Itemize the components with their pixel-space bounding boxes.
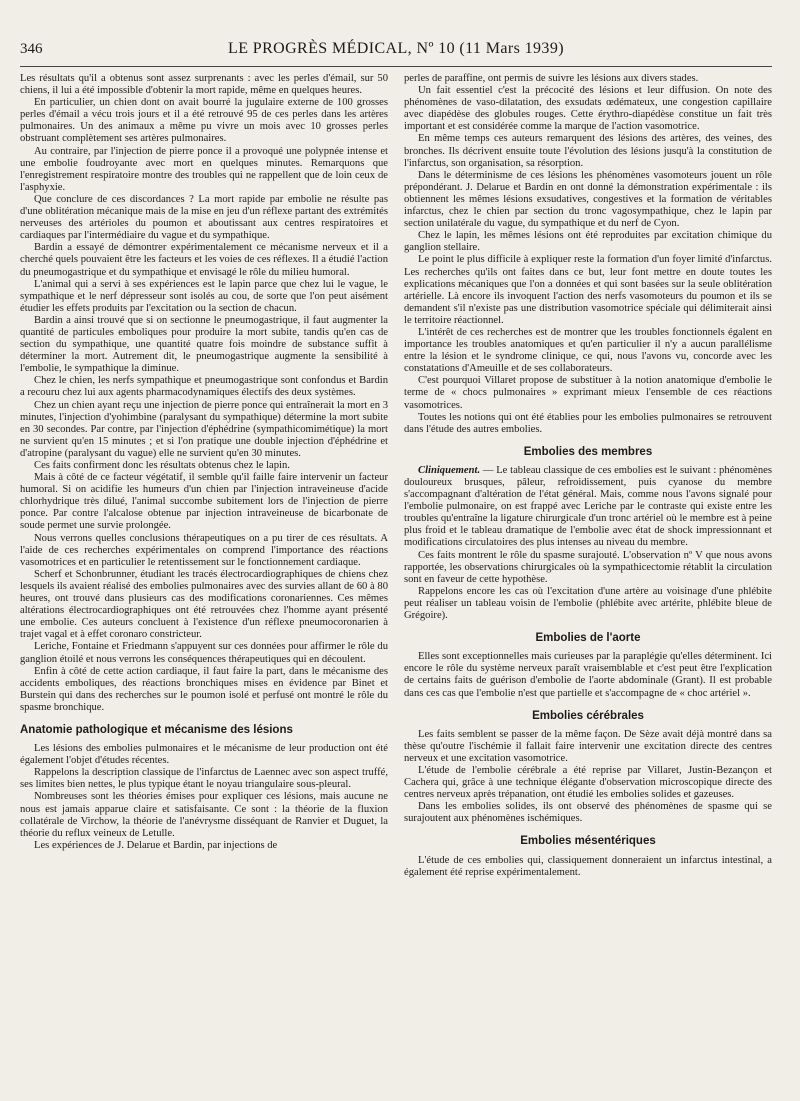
paragraph: Les expériences de J. Delarue et Bardin, par injections de bbox=[34, 839, 278, 851]
paragraph-text: — Le tableau classique de ces embolies est le suivant : phénomènes douloureux brusques, pâleur, refroidissement, puis cyanose du membre s'accompagnant d'altération de l'état général. Mais, comme nous l'avons signalé pour l'embolie pulmonaire, on est frappé avec Leriche par le contraste qui existe entre les troubles qu'entraîne la ligature chirurgicale d'un tronc artériel où le membre est à peine plus froid et le tableau dramatique de l'embolie avec état de shock impressionnant et modifications circulatoires des plus intenses au niveau du membre. bbox=[404, 464, 772, 549]
paragraph: Nous verrons quelles conclusions thérapeutiques on a pu tirer de ces résultats. A l'aide de ces recherches expérimentales on comprend l'importance des réactions vasomotrices et en particulier le retentissement sur le fonctionnement cardiaque. bbox=[20, 532, 388, 568]
right-column bbox=[404, 73, 772, 1093]
page-header bbox=[20, 40, 772, 67]
paragraph: Scherf et Schonbrunner, étudiant les tracés électrocardiographiques de chiens chez lesquels ils avaient réalisé des embolies pulmonaires avec des survies allant de 60 à 80 heures, ont trouvé dans plusieurs cas des modifications coronariennes. Ces mêmes altérations électrocardiographiques ont été retrouvées chez l'homme ayant présenté une embolie. Ces auteurs concluent à l'existence d'un réflexe pneumocoronarien à trajet vagal et à effet coronaro constricteur. bbox=[20, 568, 388, 641]
paragraph: Que conclure de ces discordances ? La mort rapide par embolie ne résulte pas d'une oblitération mécanique mais de la mise en jeu d'un réflexe partant des extrémités nerveuses des artérioles du poumon et aboutissant aux centres respiratoires et cardiaques par l'intermédiaire du vague et du sympathique. bbox=[20, 193, 388, 242]
section-title: Embolies cérébrales bbox=[532, 709, 644, 722]
paragraph: Rappelons encore les cas où l'excitation d'une artère au voisinage d'une phlébite peut réaliser un tableau voisin de l'embolie (phlébite avec artérite, phlébite bleue de Grégoire). bbox=[404, 585, 772, 622]
page-number: 346 bbox=[20, 41, 43, 57]
text-columns bbox=[20, 73, 772, 1093]
lead-term: Cliniquement. bbox=[418, 464, 481, 476]
paragraph: Bardin a essayé de démontrer expérimentalement ce mécanisme nerveux et il a cherché quels pouvaient être les facteurs et les voies de ces réflexes. Il a étudié l'action du pneumogastrique et du sympathique et envisagé le rôle du milieu humoral. bbox=[20, 242, 388, 278]
section-title: Embolies de l'aorte bbox=[535, 632, 641, 645]
paragraph: L'animal qui a servi à ses expériences est le lapin parce que chez lui le vague, le sympathique et le nerf dépresseur sont isolés au cou, de sorte que l'on peut aisément étudier les effets produits par l'excitation ou la section de chacun. bbox=[20, 278, 388, 314]
paragraph: Les résultats qu'il a obtenus sont assez surprenants : avec les perles d'émail, sur 50 chiens, il lui a été impossible d'obtenir la mort rapide, même en quelques heures. bbox=[20, 73, 388, 97]
paragraph: Le point le plus difficile à expliquer reste la formation d'un foyer limité d'infarctus. Les recherches qu'ils ont faites dans ce but, leur font mettre en doute toutes les explications mécaniques que l'on a données et qui sont basées sur la seule oblitération artérielle. Là encore ils invoquent l'action des nerfs vasomoteurs du poumon et ils se demandent s'il n'existe pas une distribution vasomotrice spéciale qui délimiterait ainsi le territoire réactionnel. bbox=[404, 254, 772, 326]
paragraph: Dans les embolies solides, ils ont observé des phénomènes de spasme qui se surajoutent aux phénomènes ischémiques. bbox=[404, 801, 772, 825]
paragraph: L'intérêt de ces recherches est de montrer que les troubles fonctionnels égalent en importance les troubles anatomiques et qu'en particulier il n'y a aucun parallélisme entre la lésion et le syndrome clinique, ce qui, nous l'avons vu, concorde avec les constatations d'Ameuille et de ses collaborateurs. bbox=[404, 326, 772, 375]
paragraph: C'est pourquoi Villaret propose de substituer à la notion anatomique d'embolie le terme de « chocs pulmonaires » exprimant mieux l'ensemble de ces réactions vasomotrices. bbox=[404, 375, 772, 411]
section-title: Embolies des membres bbox=[523, 445, 653, 458]
paragraph: Nombreuses sont les théories émises pour expliquer ces lésions, mais aucune ne nous est jamais apparue claire et satisfaisante. Ce sont : la théorie de la fluxion collatérale de Virchow, la théorie de l'anévrysme disséquant de Ranvier et Duguet, la théorie du reflux veineux de Letulle. bbox=[20, 791, 388, 839]
paragraph: Les faits semblent se passer de la même façon. De Sèze avait déjà montré dans sa thèse qu'outre l'ischémie il fallait faire intervenir une excitation directe des centres nerveux et une excitation vasomotrice. bbox=[404, 728, 772, 764]
paragraph: Un fait essentiel c'est la précocité des lésions et leur diffusion. On note des phénomènes de vaso-dilatation, des exsudats œdémateux, une congestion capillaire avec diapédèse des globules rouges. Cette érythro-diapédèse constitue un fait très important et est considérée comme la marque de l'action vasomotrice. bbox=[404, 85, 772, 133]
paragraph: Rappelons la description classique de l'infarctus de Laennec avec son aspect truffé, ses limites bien nettes, le plus typique étant le noyau triangulaire sous-pleural. bbox=[20, 767, 388, 791]
paragraph: L'étude de l'embolie cérébrale a été reprise par Villaret, Justin-Bezançon et Cachera qui, grâce à une technique élégante d'observation microscopique directe des centres nerveux après trépanation, ont étudié les embolies solides et gazeuses. bbox=[404, 764, 772, 801]
paragraph: Au contraire, par l'injection de pierre ponce il a provoqué une polypnée intense et une embolie foudroyante avec mort en quelques minutes. Remarquons que l'enregistrement respiratoire montre des troubles qui ne rappellent que de loin ceux de l'asphyxie. bbox=[20, 145, 388, 193]
paragraph bbox=[404, 465, 772, 550]
paragraph: Chez un chien ayant reçu une injection de pierre ponce qui entraînerait la mort en 3 minutes, l'injection d'yohimbine (paralysant du sympathique) détermine la mort subite en 30 secondes. Par contre, par l'injection d'éphédrine (sympathicomimétique) la mort ne survient qu'en 15 minutes ; et si l'on pratique une double injection d'éphédrine et d'atropine (paralysant du vague) elle ne survient qu'en 30 minutes. bbox=[20, 399, 388, 459]
running-title: LE PROGRÈS MÉDICAL, Nº 10 (11 Mars 1939) bbox=[228, 40, 564, 57]
paragraph: perles de paraffine, ont permis de suivre les lésions aux divers stades. bbox=[404, 73, 699, 84]
paragraph: Chez le lapin, les mêmes lésions ont été reproduites par excitation chimique du ganglion stellaire. bbox=[404, 230, 772, 254]
paragraph: Bardin a ainsi trouvé que si on sectionne le pneumogastrique, il faut augmenter la quantité de particules emboliques pour produire la mort subite, tandis qu'en cas de section du sympathique, une quantité quatre fois moindre de substance suffit à déterminer la mort. Autrement dit, le pneumogastrique augmente la sensibilité à l'embolie, le sympathique la diminue. bbox=[20, 314, 388, 375]
paragraph: Leriche, Fontaine et Friedmann s'appuyent sur ces données pour affirmer le rôle du ganglion étoilé et nous verrons les conséquences thérapeutiques qui en découlent. bbox=[20, 641, 388, 665]
section-title: Embolies mésentériques bbox=[520, 835, 656, 848]
section-title: Anatomie pathologique et mécanisme des lésions bbox=[20, 723, 293, 736]
paragraph: Ces faits confirment donc les résultats obtenus chez le lapin. bbox=[34, 460, 290, 471]
paragraph: Elles sont exceptionnelles mais curieuses par la paraplégie qu'elles déterminent. Ici encore le rôle du système nerveux paraît vraisemblable et c'est peut être l'explication de certains faits de guérison d'embolie de l'aorte abdominale (Grant). Il est probable dans ces cas que l'embolie n'est que partielle et s'accompagne de « choc artériel ». bbox=[404, 651, 772, 699]
paragraph: En particulier, un chien dont on avait bourré la jugulaire externe de 100 grosses perles d'émail a vécu trois jours et il a été retrouvé 95 de ces perles dans les artères pulmonaires. Un des animaux a même pu vivre un mois avec 10 grosses perles obstruant complètement ses artères pulmonaires. bbox=[20, 97, 388, 145]
paragraph: Ces faits montrent le rôle du spasme surajouté. L'observation nº V que nous avons rapportée, les observations chirurgicales où la sympathicectomie rétablit la circulation sont en faveur de cette hypothèse. bbox=[404, 549, 772, 585]
paragraph: Chez le chien, les nerfs sympathique et pneumogastrique sont confondus et Bardin a recouru chez lui aux agents pharmacodynamiques électifs des deux systèmes. bbox=[20, 375, 388, 399]
paragraph: En même temps ces auteurs remarquent des lésions des artères, des veines, des bronches. Ils décrivent ensuite toute l'évolution des lésions jusqu'à la constitution de l'infarctus, son organisation, sa résorption. bbox=[404, 133, 772, 169]
paragraph: L'étude de ces embolies qui, classiquement donneraient un infarctus intestinal, a également été reprise expérimentalement. bbox=[404, 854, 772, 878]
paragraph: Toutes les notions qui ont été établies pour les embolies pulmonaires se retrouvent dans l'étude des autres embolies. bbox=[404, 411, 772, 435]
paragraph: Les lésions des embolies pulmonaires et le mécanisme de leur production ont été également l'objet d'études récentes. bbox=[20, 743, 388, 767]
paragraph: Enfin à côté de cette action cardiaque, il faut faire la part, dans le mécanisme des accidents emboliques, des réactions bronchiques mises en évidence par Binet et Burstein qui dans des recherches sur le poumon isolé et perfusé ont montré le rôle du spasme bronchique. bbox=[20, 665, 388, 713]
paragraph: Mais à côté de ce facteur végétatif, il semble qu'il faille faire intervenir un facteur humoral. Si on acidifie les humeurs d'un chien par l'injection intraveineuse d'acide chlorhydrique très dilué, l'animal succombe subitement lors de l'injection de pierre ponce. Par contre l'alcalose obtenue par injection intraveineuse de bicarbonate de soude permet une survie prolongée. bbox=[20, 472, 388, 532]
left-column bbox=[20, 73, 388, 1093]
paragraph: Dans le déterminisme de ces lésions les phénomènes vasomoteurs jouent un rôle prépondérant. J. Delarue et Bardin en ont donné la démonstration expérimentale : ils obtiennent les mêmes lésions exsudatives, congestives et la formation de véritables infarctus, chez le chien par section du tronc vagosympathique, chez le lapin par section unilatérale du vague, du sympathique et du nerf de Cyon. bbox=[404, 169, 772, 230]
